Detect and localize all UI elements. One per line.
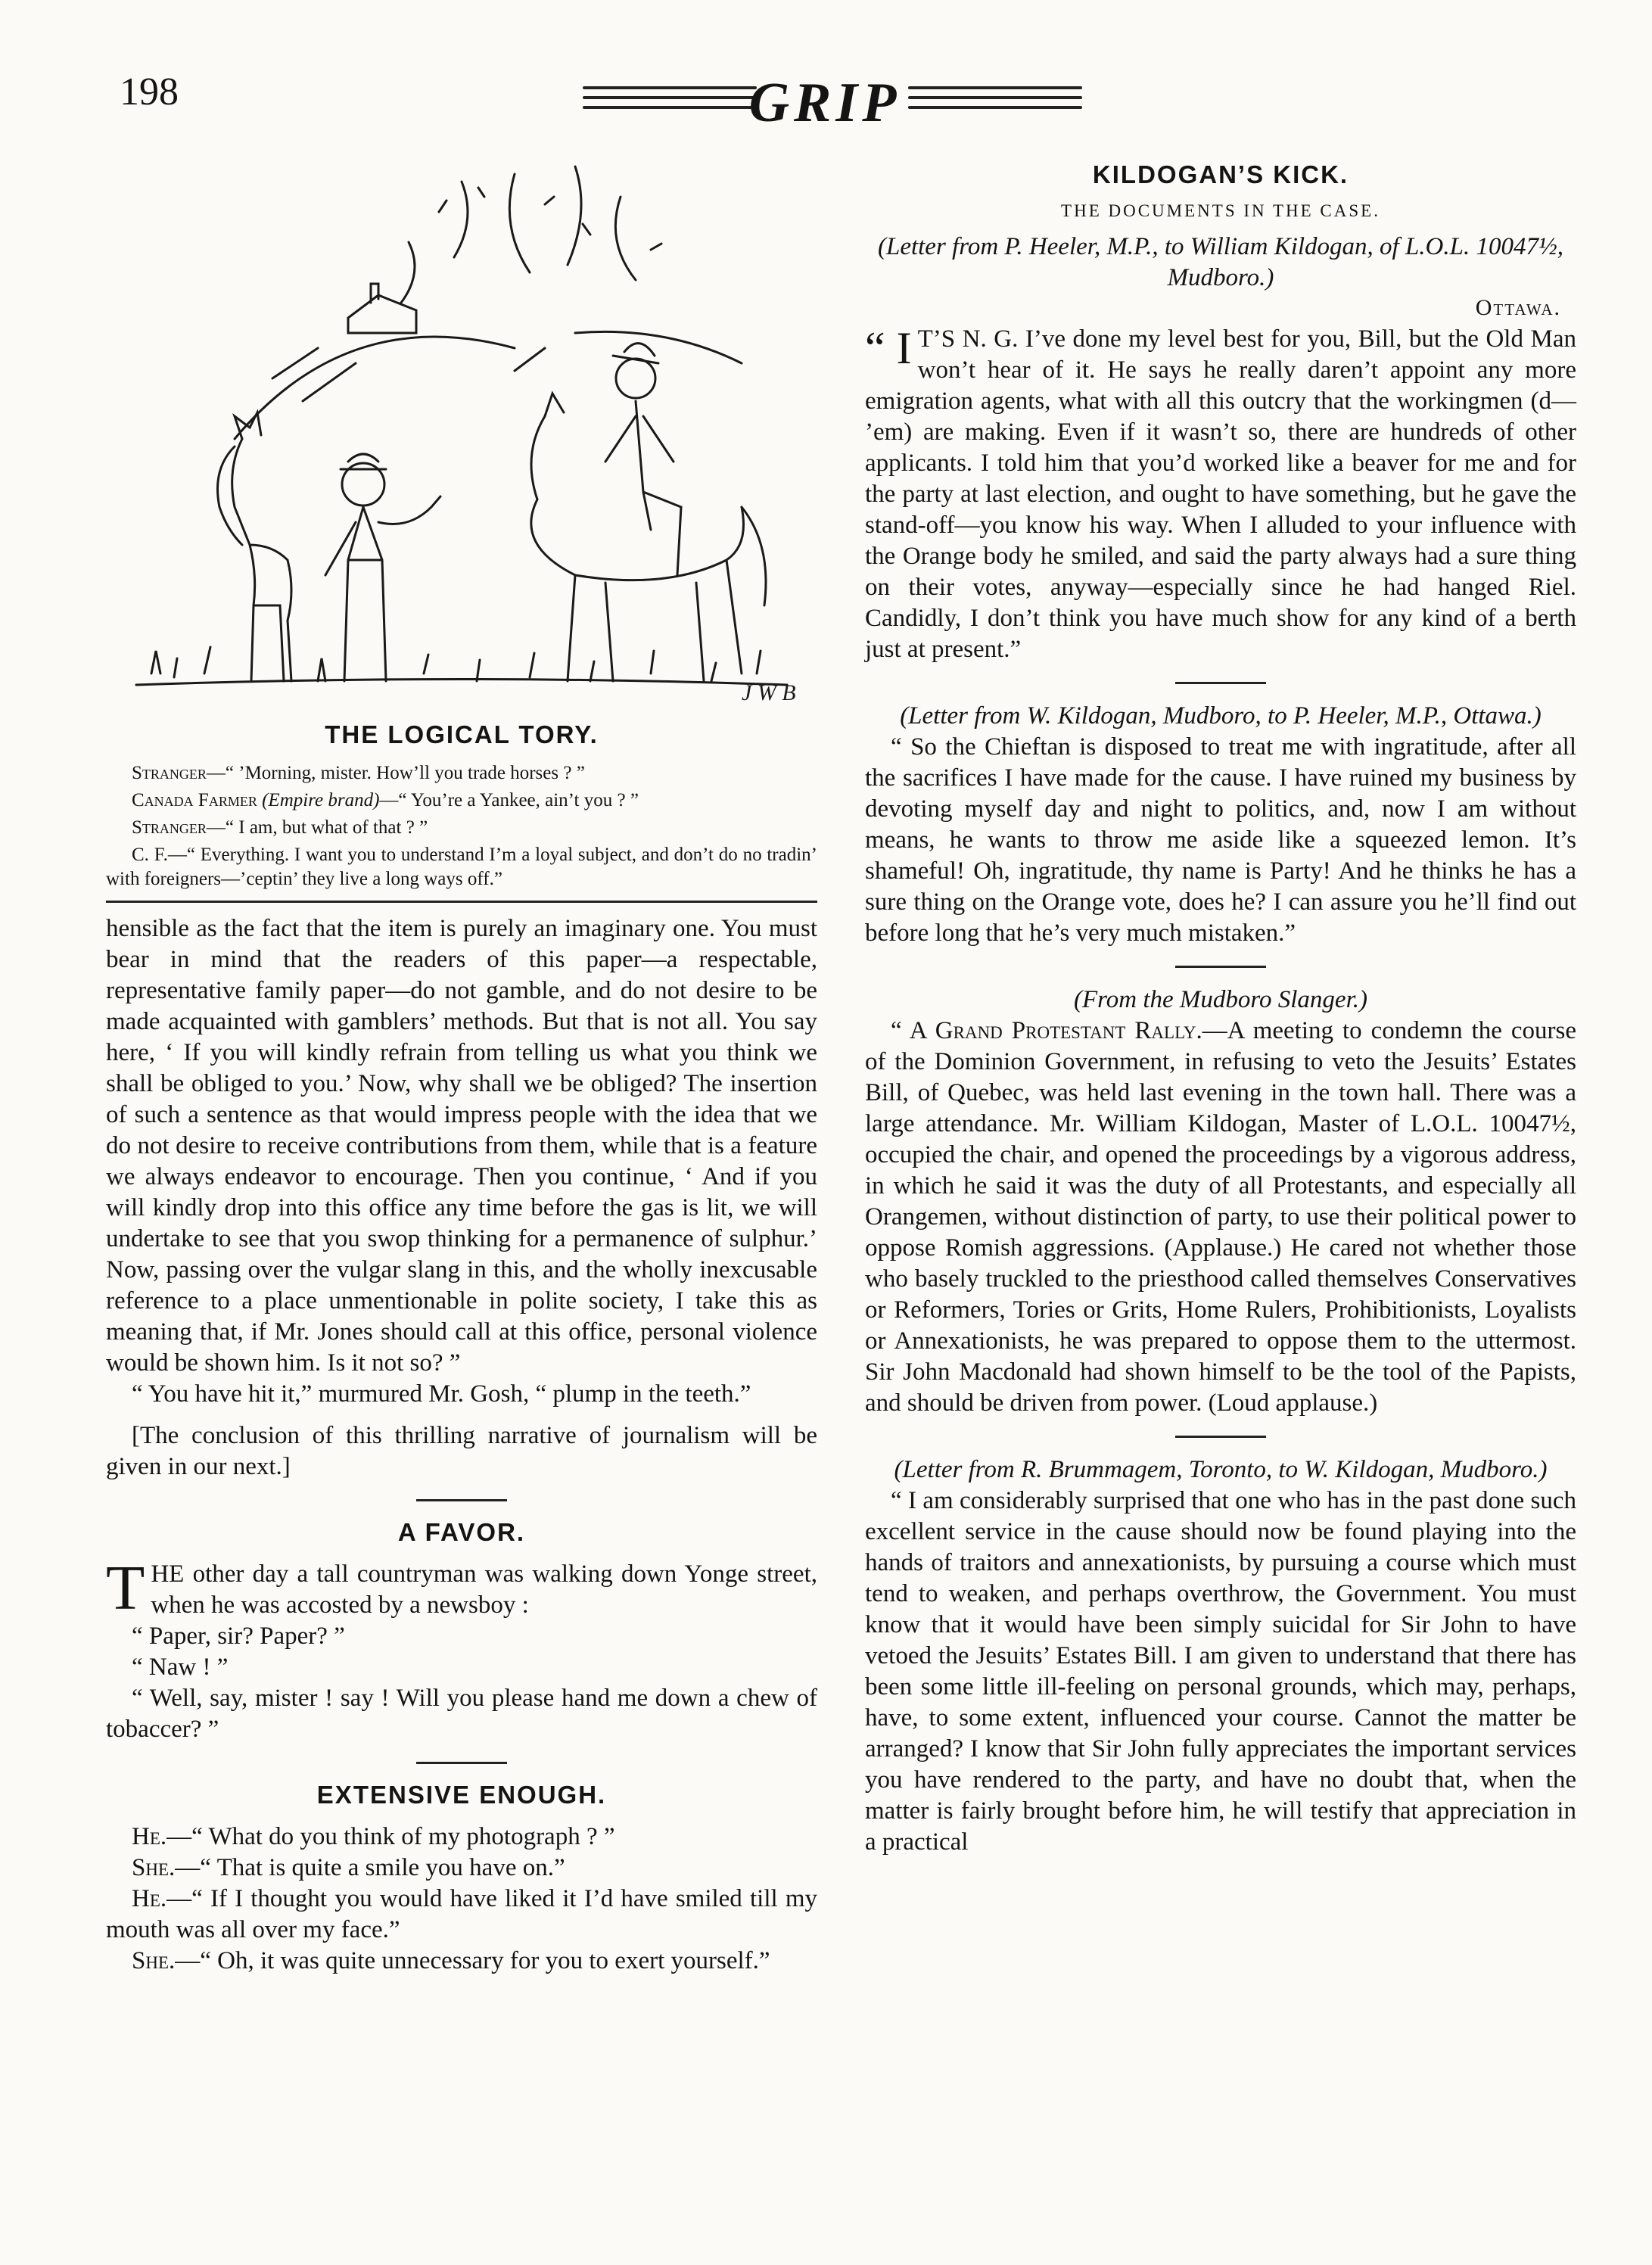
illustration-signature: J W B — [742, 680, 796, 705]
dialogue-line: —“ Oh, it was quite unnecessary for you to exert yourself.” — [175, 1947, 770, 1974]
caption-line: —“ ’Morning, mister. How’ll you trade horses ? ” — [206, 763, 585, 783]
favor-title: A FAVOR. — [397, 1518, 526, 1546]
letter-body: “ I am considerably surprised that one who has in the past done such excellent service in the cause should now be found playing into the hands of traitors and annexationists, by pursuing a course which must tend to weaken, and perhaps overthrow, the Government. You must know that it would have been simply suicidal for Sir John to have vetoed the Jesuits’ Estates Bill. I am given to understand that there has been some little ill-feeling on personal grounds, which may, perhaps, have, to some extent, influenced your course. Cannot the matter be arranged? I know that Sir John fully appreciates the important services you have rendered to the party, and have no doubt that, when the matter is fairly brought before him, he will testify that appreciation in a practical — [865, 1487, 1576, 1856]
favor-paragraph: HE other day a tall countryman was walking down Yonge street, when he was accosted by a newsboy : — [151, 1560, 817, 1619]
page-header — [0, 0, 1652, 151]
story-continuation: hensible as the fact that the item is purely an imaginary one. You must bear in mind that the readers of this paper—a respectable, representative family paper—do not gamble, and do not desire to be made acquainted with gamblers’ methods. But that is not all. You say here, ‘ If you will kindly refrain from telling us what you think we shall be obliged to you.’ Now, why shall we be obliged? The insertion of such a sentence as that would impress people with the idea that we do not desire to receive contributions from them, while that is a feature we always endeavor to encourage. Then you continue, ‘ And if you will kindly drop into this office any time before the gas is lit, we will undertake to see that you swop thinking for a permanence of sulphur.’ Now, passing over the vulgar slang in this, and the wholly inexcusable reference to a place unmentionable in polite society, I take this as meaning that, if Mr. Jones should call at this office, personal violence would be shown him. Is it not so? ” — [106, 915, 817, 1377]
favor-paragraph: “ Naw ! ” — [132, 1654, 229, 1681]
caption-line: —“ Everything. I want you to understand I’m a loyal subject, and don’t do no tradin’ with foreigners—’ceptin’ they live a long ways off.” — [106, 845, 817, 889]
masthead — [560, 61, 1090, 136]
letter-heading: (Letter from W. Kildogan, Mudboro, to P. Heeler, M.P., Ottawa.) — [900, 702, 1542, 730]
caption-line: —“ You’re a Yankee, ain’t you ? ” — [379, 790, 639, 810]
letter-body: “ So the Chieftan is disposed to treat me with ingratitude, after all the sacrifices I have made for the cause. I have ruined my business by devoting myself day and night to politics, and, now I am without means, he wants to throw me aside like a squeezed lemon. It’s shameful! Oh, ingratitude, thy name is Party! And he thinks he has a sure thing on the Orange vote, does he? I can assure you he’ll find out before long that he’s very much mistaken.” — [865, 733, 1576, 947]
caption-line: —“ I am, but what of that ? ” — [206, 817, 428, 838]
speaker: She. — [132, 1854, 176, 1881]
divider — [416, 1762, 507, 1764]
letter-body: T’S N. G. I’ve done my level best for you, Bill, but the Old Man won’t hear of it. He says he really daren’t appoint any more emigration agents, what with all this outcry that the workingmen (d— ’em) are making. Even if it wasn’t so, there are hundreds of other applicants. I told him that you’d worked like a beaver for me and for the party at last election, and ought to have something, but he gave the stand-off—you know his way. When I alluded to your influence with the Orange body he smiled, and said the party always had a sure thing on their votes, anyway—especially since he had hanged Riel. Candidly, I don’t think you have much show for any kind of a berth just at present.” — [865, 325, 1576, 663]
story-gosh-reply: “ You have hit it,” murmured Mr. Gosh, “ plump in the teeth.” — [132, 1380, 751, 1408]
caption-speaker: Stranger — [132, 817, 207, 838]
extensive-article — [106, 1822, 817, 1977]
page-number: 198 — [120, 70, 179, 114]
masthead-title: GRIP — [748, 72, 901, 134]
left-column — [106, 151, 817, 1977]
caption-brand: (Empire brand) — [262, 790, 380, 810]
divider — [416, 1499, 507, 1501]
favor-article — [106, 1553, 817, 1745]
dialogue-line: —“ That is quite a smile you have on.” — [175, 1854, 565, 1881]
letter-heading: (Letter from R. Brummagem, Toronto, to W. Kildogan, Mudboro.) — [894, 1456, 1548, 1483]
speaker: She. — [132, 1947, 176, 1974]
right-column — [865, 151, 1576, 1858]
cartoon-title: THE LOGICAL TORY. — [325, 720, 599, 748]
caption-speaker: Canada Farmer — [132, 790, 257, 810]
dialogue-line: —“ What do you think of my photograph ? ” — [166, 1823, 615, 1850]
article-subtitle: THE DOCUMENTS IN THE CASE. — [1061, 201, 1380, 220]
divider — [1175, 966, 1266, 968]
masthead-rules-right — [908, 61, 1082, 136]
drop-cap: “ I — [865, 323, 912, 373]
drop-cap: T — [106, 1553, 145, 1623]
favor-paragraph: “ Paper, sir? Paper? ” — [132, 1623, 345, 1650]
slanger-heading: (From the Mudboro Slanger.) — [1073, 986, 1367, 1013]
story-conclusion-note: [The conclusion of this thrilling narrative of journalism will be given in our next.] — [106, 1422, 817, 1480]
dateline: Ottawa. — [1475, 295, 1561, 320]
rally-lead: “ A Grand Protestant Rally. — [891, 1017, 1202, 1044]
speaker: He. — [132, 1885, 167, 1912]
caption-speaker: C. F. — [132, 845, 168, 865]
dialogue-line: —“ If I thought you would have liked it I’d have smiled till my mouth was all over my face.” — [106, 1885, 817, 1943]
caption-speaker: Stranger — [132, 763, 207, 783]
speaker: He. — [132, 1823, 167, 1850]
favor-paragraph: “ Well, say, mister ! say ! Will you please hand me down a chew of tobaccer? ” — [106, 1685, 817, 1743]
extensive-title: EXTENSIVE ENOUGH. — [316, 1781, 607, 1809]
cartoon-illustration — [121, 151, 802, 711]
rally-body: —A meeting to condemn the course of the Dominion Government, in refusing to veto the Jesuits’ Estates Bill, of Quebec, was held last evening in the town hall. There was a large attendance. Mr. William Kildogan, Master of L.O.L. 10047½, occupied the chair, and opened the proceedings by a vigorous address, in which he said it was the duty of all Protestants, and especially all Orangemen, without distinction of party, to use their political power to oppose Romish aggressions. (Applause.) He cared not whether those who basely truckled to the priesthood called themselves Conservatives or Reformers, Tories or Grits, Home Rulers, Prohibitionists, Loyalists or Annexationists, he was prepared to oppose them to the uttermost. Sir John Macdonald had shown himself to be the tool of the Papists, and should be driven from power. (Loud applause.) — [865, 1017, 1576, 1417]
divider — [1175, 1436, 1266, 1438]
letter-heading: (Letter from P. Heeler, M.P., to William Kildogan, of L.O.L. 10047½, Mudboro.) — [877, 233, 1563, 291]
cartoon-caption — [106, 761, 817, 891]
divider — [1175, 682, 1266, 684]
article-title: KILDOGAN’S KICK. — [1092, 160, 1349, 188]
section-rule — [106, 901, 817, 903]
